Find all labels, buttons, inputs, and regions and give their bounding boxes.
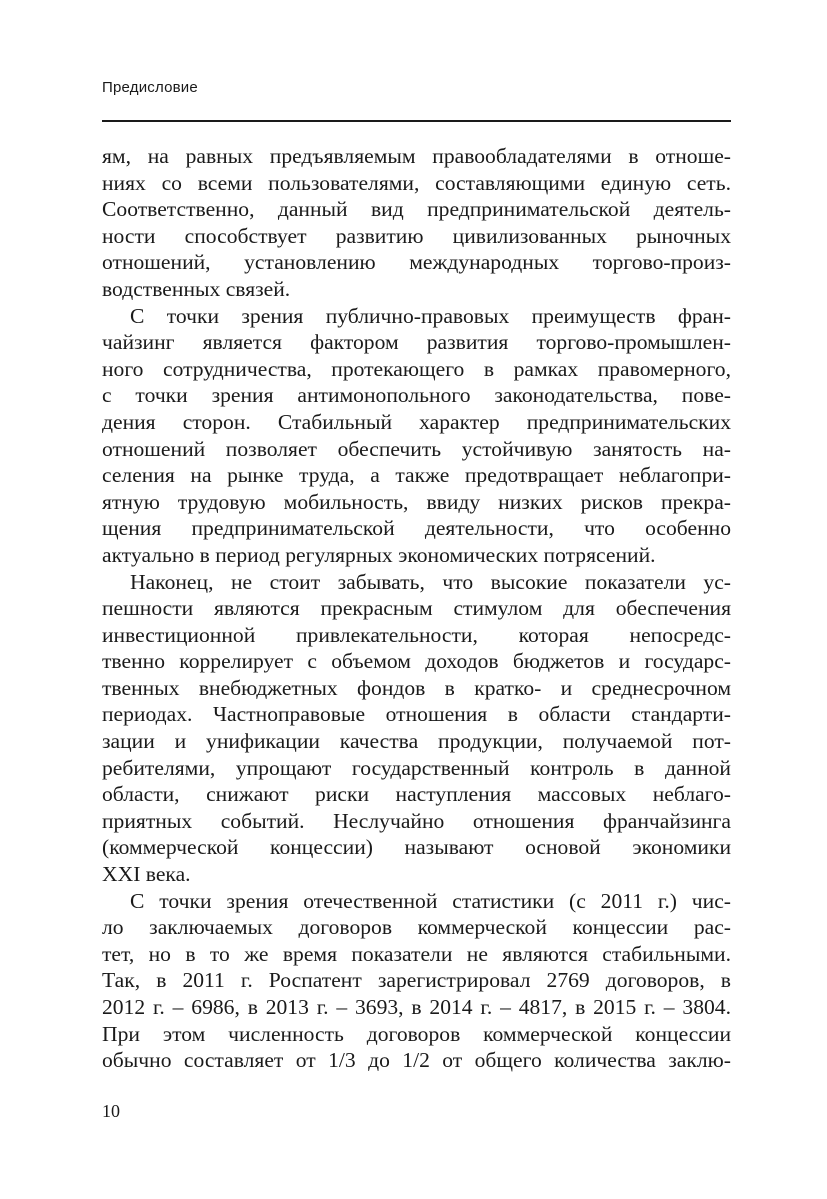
text-line: ниях со всеми пользователями, составляющими единую сеть. bbox=[102, 170, 731, 195]
text-line: ло заключаемых договоров коммерческой концессии рас- bbox=[102, 915, 731, 940]
text-line: тет, но в то же время показатели не являются стабильными. bbox=[102, 941, 731, 966]
text-line: дения сторон. Стабильный характер предпринимательских bbox=[102, 409, 731, 434]
text-line: периодах. Частноправовые отношения в области стандарти- bbox=[102, 702, 731, 727]
text-line: Наконец, не стоит забывать, что высокие показатели ус- bbox=[130, 569, 731, 594]
text-line: С точки зрения отечественной статистики (с 2011 г.) чис- bbox=[130, 888, 731, 913]
text-line: При этом численность договоров коммерческой концессии bbox=[102, 1021, 731, 1046]
text-line: с точки зрения антимонопольного законодательства, пове- bbox=[102, 383, 731, 408]
running-head: Предисловие bbox=[102, 79, 198, 96]
paragraph-3 bbox=[102, 569, 731, 888]
text-line: Соответственно, данный вид предпринимательской деятель- bbox=[102, 197, 731, 222]
text-line: актуально в период регулярных экономических потрясений. bbox=[102, 542, 656, 567]
text-line: водственных связей. bbox=[102, 276, 291, 301]
text-line: щения предпринимательской деятельности, что особенно bbox=[102, 516, 731, 541]
text-line: отношений позволяет обеспечить устойчивую занятость на- bbox=[102, 436, 731, 461]
text-line: твенно коррелирует с объемом доходов бюджетов и государс- bbox=[102, 649, 731, 674]
text-line: ям, на равных предъявляемым правообладателями в отноше- bbox=[102, 144, 731, 168]
page-number: 10 bbox=[102, 1101, 120, 1121]
text-line: обычно составляет от 1/3 до 1/2 от общего количества заклю- bbox=[102, 1048, 731, 1073]
text-line: чайзинг является фактором развития торгово-промышлен- bbox=[102, 330, 731, 355]
text-line: Так, в 2011 г. Роспатент зарегистрировал 2769 договоров, в bbox=[102, 968, 731, 993]
text-line: XXI века. bbox=[102, 862, 191, 887]
text-line: селения на рынке труда, а также предотвращает неблагопри- bbox=[102, 463, 731, 488]
paragraph-4 bbox=[102, 888, 731, 1074]
text-line: 2012 г. – 6986, в 2013 г. – 3693, в 2014 г. – 4817, в 2015 г. – 3804. bbox=[102, 995, 731, 1019]
text-line: приятных событий. Неслучайно отношения франчайзинга bbox=[102, 808, 731, 833]
text-line: области, снижают риски наступления массовых неблаго- bbox=[102, 782, 731, 807]
text-line: инвестиционной привлекательности, которая непосредс- bbox=[102, 622, 731, 647]
paragraph-1 bbox=[102, 143, 731, 303]
body-text bbox=[102, 143, 731, 1074]
text-line: зации и унификации качества продукции, получаемой пот- bbox=[102, 729, 731, 754]
text-line: отношений, установлению международных торгово-произ- bbox=[102, 250, 731, 275]
text-line: (коммерческой концессии) называют основой экономики bbox=[102, 835, 731, 860]
header-rule bbox=[102, 120, 731, 122]
text-line: пешности являются прекрасным стимулом для обеспечения bbox=[102, 596, 731, 621]
paragraph-2 bbox=[102, 303, 731, 569]
text-line: ребителями, упрощают государственный контроль в данной bbox=[102, 755, 731, 780]
text-line: ятную трудовую мобильность, ввиду низких рисков прекра- bbox=[102, 489, 731, 514]
text-line: ности способствует развитию цивилизованных рыночных bbox=[102, 223, 731, 248]
text-line: С точки зрения публично-правовых преимуществ фран- bbox=[130, 303, 731, 328]
text-line: ного сотрудничества, протекающего в рамках правомерного, bbox=[102, 356, 731, 381]
text-line: твенных внебюджетных фондов в кратко- и среднесрочном bbox=[102, 675, 731, 700]
